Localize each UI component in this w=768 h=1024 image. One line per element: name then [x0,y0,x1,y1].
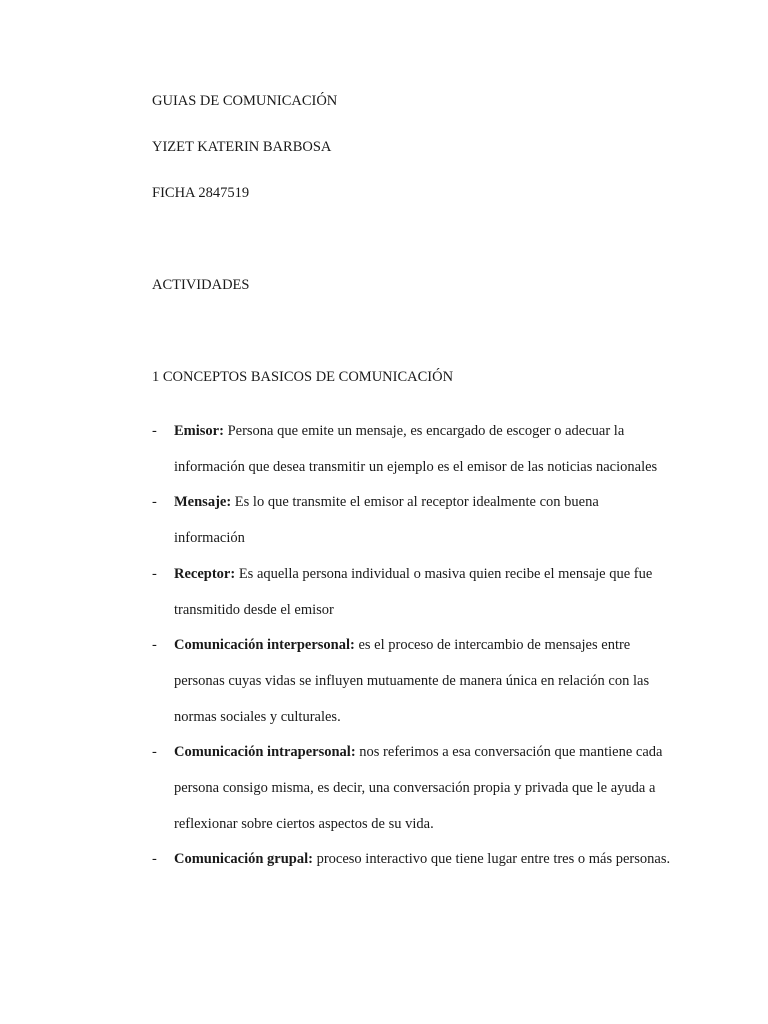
list-bullet: - [152,744,157,761]
author-name: YIZET KATERIN BARBOSA [152,139,332,155]
section-heading: 1 CONCEPTOS BASICOS DE COMUNICACIÓN [152,369,454,385]
list-bullet: - [152,637,157,654]
list-bullet: - [152,494,157,511]
list-bullet: - [152,565,157,582]
concept-term: Mensaje: [174,494,232,511]
concept-definition: Persona que emite un mensaje, es encargado de escoger o adecuar la información que desea transmitir un ejemplo es el emisor de las noticias nacionales [174,423,658,475]
list-item [152,414,672,485]
list-item [152,735,672,842]
activities-heading: ACTIVIDADES [152,277,250,293]
concept-definition: Es aquella persona individual o masiva quien recibe el mensaje que fue transmitido desde el emisor [174,565,653,618]
concept-term: Receptor: [174,565,236,582]
concept-term: Comunicación interpersonal: [174,637,355,654]
concept-definition: proceso interactivo que tiene lugar entre tres o más personas. [312,851,671,868]
concept-definition: Es lo que transmite el emisor al receptor idealmente con buena información [174,494,599,547]
concept-definition: es el proceso de intercambio de mensajes entre personas cuyas vidas se influyen mutuamente de manera única en relación con las normas sociales y culturales. [174,637,650,725]
list-item [152,842,672,878]
list-bullet: - [152,423,157,439]
concepts-list [152,414,672,878]
list-item [152,485,672,556]
concept-definition: nos referimos a esa conversación que mantiene cada persona consigo misma, es decir, una conversación propia y privada que le ayuda a reflexionar sobre ciertos aspectos de su vida. [174,744,663,832]
list-bullet: - [152,851,157,868]
list-item [152,557,672,628]
list-item [152,628,672,735]
concept-term: Comunicación grupal: [174,851,313,868]
concept-term: Emisor: [174,423,224,439]
concept-term: Comunicación intrapersonal: [174,744,356,761]
ficha-number: FICHA 2847519 [152,185,250,201]
document-title: GUIAS DE COMUNICACIÓN [152,93,338,109]
